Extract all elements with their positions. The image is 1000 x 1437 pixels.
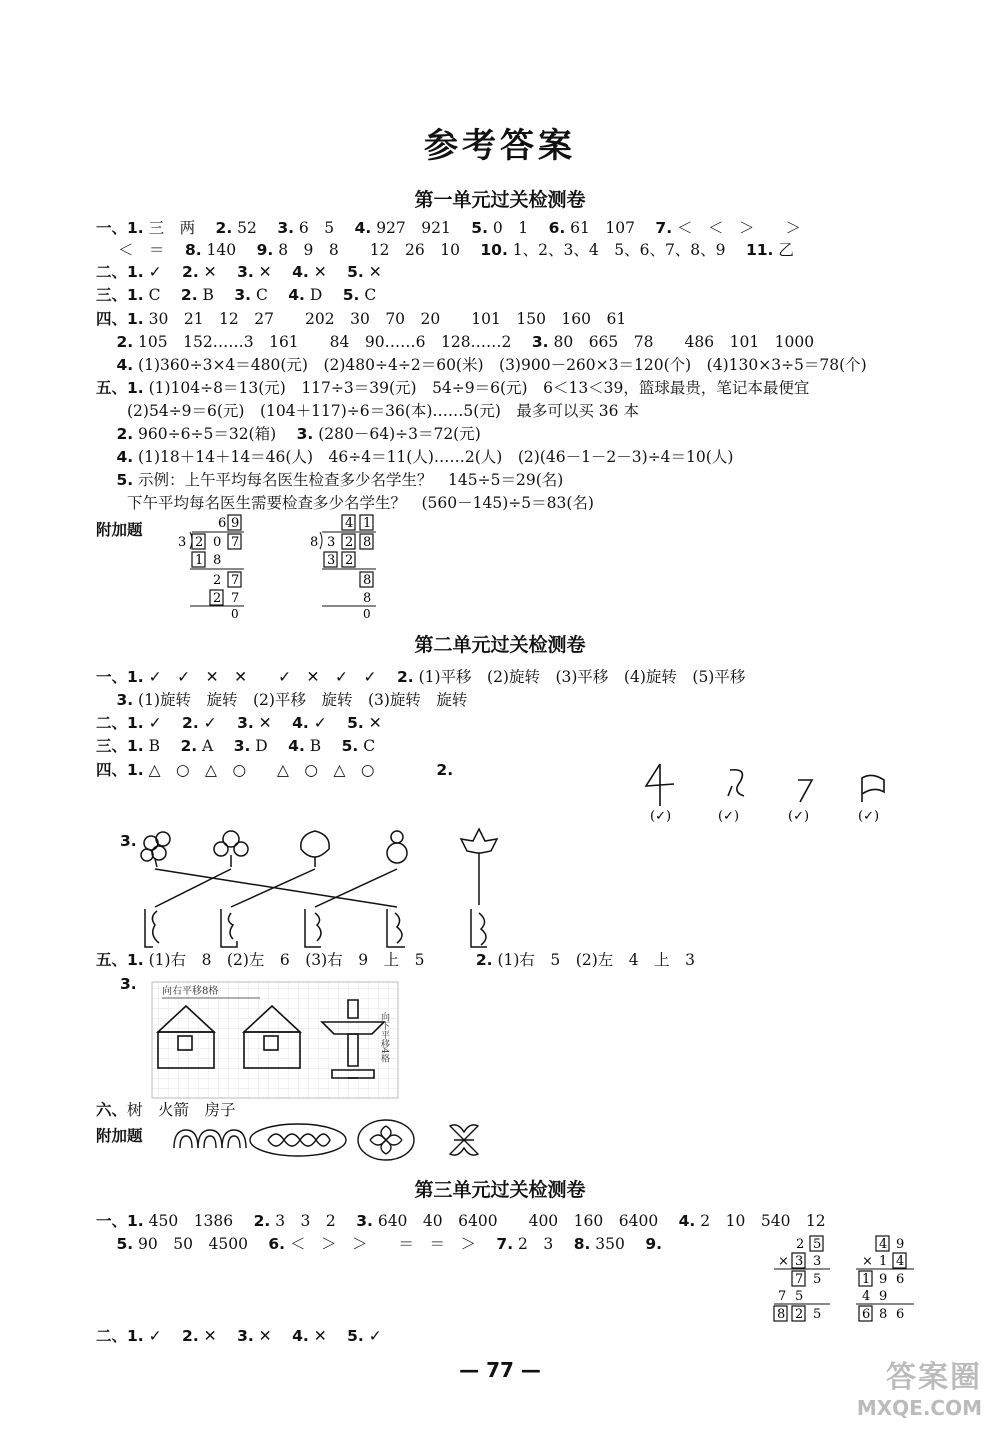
digit: 2 bbox=[795, 1307, 804, 1322]
answer-line: 六、树 火箭 房子 bbox=[96, 1101, 236, 1119]
half-shape bbox=[221, 909, 237, 947]
digit: 3 bbox=[813, 1254, 822, 1269]
digit: 9 bbox=[879, 1289, 888, 1304]
digit: 5 bbox=[813, 1237, 822, 1252]
digit: 1 bbox=[879, 1254, 888, 1269]
digit: 5 bbox=[813, 1272, 822, 1287]
answer-line: 5. 90 50 4500 6. ＜ ＞ ＞ ＝ ＝ ＞ 7. 2 3 8. 350 9. bbox=[116, 1235, 663, 1253]
matching-figures bbox=[135, 825, 515, 950]
digit: 1 bbox=[195, 553, 204, 568]
answer-line: 一、1. 450 1386 2. 3 3 2 3. 640 40 6400 400 160 6400 4. 2 10 540 12 bbox=[96, 1212, 826, 1230]
digit: 3 bbox=[795, 1254, 804, 1269]
check-mark: (✓) bbox=[718, 809, 740, 824]
bracket-pattern bbox=[174, 1130, 246, 1148]
digit: 2 bbox=[345, 553, 354, 568]
translation-grid bbox=[148, 978, 404, 1104]
answer-line: 五、1. (1)104÷8＝13(元) 117÷3＝39(元) 54÷9＝6(元) 6＜13＜39，篮球最贵，笔记本最便宜 bbox=[96, 379, 810, 397]
butterfly-pattern bbox=[450, 1125, 478, 1155]
hook-figure bbox=[728, 770, 744, 796]
answer-line: 3. (1)旋转 旋转 (2)平移 旋转 (3)旋转 旋转 bbox=[116, 691, 468, 709]
digit: 7 bbox=[795, 1272, 804, 1287]
question-number: 3. bbox=[120, 832, 137, 850]
answer-line: 2. 960÷6÷5＝32(箱) 3. (280－64)÷3＝72(元) bbox=[116, 425, 481, 443]
extra-question-label: 附加题 bbox=[96, 1127, 143, 1145]
answer-line: ＜ ＝ 8. 140 9. 8 9 8 12 26 10 10. 1、2、3、4 5、6、7、8、9 11. 乙 bbox=[118, 241, 794, 259]
digit: 8 bbox=[363, 573, 372, 588]
multiplication-1 bbox=[774, 1236, 830, 1322]
half-shape bbox=[145, 909, 159, 947]
page-number: — 77 — bbox=[459, 1358, 541, 1382]
answer-line: 二、1. ✓ 2. ✕ 3. ✕ 4. ✕ 5. ✕ bbox=[96, 263, 382, 281]
watermark bbox=[857, 1352, 982, 1420]
digit: 2 bbox=[213, 591, 222, 606]
vertical-multiplication bbox=[764, 1234, 934, 1324]
digit: 3 bbox=[178, 535, 187, 550]
check-mark: (✓) bbox=[650, 809, 672, 824]
seven-figure bbox=[798, 780, 812, 802]
digit: 1 bbox=[862, 1272, 871, 1287]
answer-line: 一、1. 三 两 2. 52 3. 6 5 4. 927 921 5. 0 1 6. 61 107 7. ＜ ＜ ＞ ＞ bbox=[96, 219, 802, 237]
answer-line: 二、1. ✓ 2. ✕ 3. ✕ 4. ✕ 5. ✓ bbox=[96, 1327, 382, 1345]
heart-pattern bbox=[358, 1120, 414, 1160]
digit: 3 bbox=[327, 535, 336, 550]
digit: 7 bbox=[231, 573, 240, 588]
digit: 5 bbox=[795, 1289, 804, 1304]
digit: 2 bbox=[345, 535, 354, 550]
long-division-2 bbox=[310, 515, 376, 620]
clover-shape bbox=[141, 832, 170, 867]
extra-question-label: 附加题 bbox=[96, 521, 143, 539]
digit: 6 bbox=[896, 1272, 905, 1287]
digit: 8 bbox=[777, 1307, 786, 1322]
flag-figure-1 bbox=[646, 764, 674, 806]
answer-line: 5. 示例：上午平均每名医生检查多少名学生？ 145÷5＝29(名) bbox=[116, 471, 564, 489]
half-shape bbox=[387, 909, 405, 947]
digit: 2 bbox=[213, 573, 222, 588]
answer-line: 一、1. ✓ ✓ ✕ ✕ ✓ ✕ ✓ ✓ 2. (1)平移 (2)旋转 (3)平移 (4)旋转 (5)平移 bbox=[96, 668, 746, 686]
watermark-text: 答案圈 bbox=[886, 1360, 982, 1395]
answer-line: 4. (1)360÷3×4＝480(元) (2)480÷4÷2＝60(米) (3)900－260×3＝120(个) (4)130×3÷5＝78(个) bbox=[116, 356, 867, 374]
digit: 6 bbox=[896, 1307, 905, 1322]
answer-line: (2)54÷9＝6(元) (104＋117)÷6＝36(本)……5(元) 最多可以买 36 本 bbox=[96, 402, 639, 420]
digit: 8 bbox=[213, 553, 222, 568]
page-title: 参考答案 bbox=[424, 126, 576, 166]
answer-line: 下午平均每名医生需要检查多少名学生？ (560－145)÷5＝83(名) bbox=[96, 494, 594, 512]
grid-caption-vertical: 向下平移4格 bbox=[379, 1012, 389, 1063]
answer-line: 三、1. C 2. B 3. C 4. D 5. C bbox=[96, 286, 377, 304]
half-shape bbox=[305, 909, 321, 947]
maple-shape bbox=[461, 829, 497, 905]
digit: 0 bbox=[213, 535, 222, 550]
pattern-figures bbox=[168, 1118, 488, 1164]
digit: 8 bbox=[363, 591, 372, 606]
half-shape bbox=[471, 909, 487, 947]
digit: 7 bbox=[778, 1289, 787, 1304]
digit: 9 bbox=[231, 516, 240, 531]
digit: × bbox=[862, 1254, 873, 1269]
digit: 8 bbox=[310, 535, 319, 550]
grid-caption: 向右平移8格 bbox=[162, 986, 219, 997]
cloud-tree-shape bbox=[214, 831, 248, 867]
answer-line: 五、1. (1)右 8 (2)左 6 (3)右 9 上 5 2. (1)右 5 (2)左 4 上 3 bbox=[96, 951, 695, 969]
digit: 9 bbox=[896, 1237, 905, 1252]
answer-line: 2. 105 152……3 161 84 90……6 128……2 3. 80 665 78 486 101 1000 bbox=[116, 333, 815, 351]
answer-line: 4. (1)18＋14＋14＝46(人) 46÷4＝11(人)……2(人) (2)(46－1－2－3)÷4＝10(人) bbox=[116, 448, 734, 466]
digit: 7 bbox=[231, 535, 240, 550]
digit: 6 bbox=[218, 516, 227, 531]
section-heading-unit-1: 第一单元过关检测卷 bbox=[414, 189, 586, 211]
question-number: 3. bbox=[120, 975, 137, 993]
digit: 8 bbox=[879, 1307, 888, 1322]
section-heading-unit-3: 第三单元过关检测卷 bbox=[414, 1179, 586, 1201]
gourd-shape bbox=[387, 831, 407, 863]
check-mark: (✓) bbox=[788, 809, 810, 824]
digit: 9 bbox=[879, 1272, 888, 1287]
digit: 6 bbox=[862, 1307, 871, 1322]
multiplication-2 bbox=[856, 1236, 914, 1322]
answer-line: 四、1. 30 21 12 27 202 30 70 20 101 150 160 61 bbox=[96, 310, 627, 328]
digit: 3 bbox=[327, 553, 336, 568]
digit: 4 bbox=[879, 1237, 888, 1252]
answer-line: 四、1. △ ○ △ ○ △ ○ △ ○ 2. bbox=[96, 761, 454, 779]
matching-line bbox=[231, 869, 315, 907]
rotation-figures bbox=[640, 756, 900, 826]
digit: 4 bbox=[896, 1254, 905, 1269]
long-division-1 bbox=[178, 515, 244, 620]
long-division-figures bbox=[170, 512, 430, 620]
section-heading-unit-2: 第二单元过关检测卷 bbox=[414, 634, 586, 656]
digit: 1 bbox=[363, 516, 372, 531]
digit: 4 bbox=[862, 1289, 871, 1304]
digit: 0 bbox=[363, 607, 371, 620]
digit: 0 bbox=[231, 607, 239, 620]
flag-figure-2 bbox=[862, 775, 884, 802]
digit: 5 bbox=[813, 1307, 822, 1322]
digit: × bbox=[778, 1254, 789, 1269]
digit: 7 bbox=[231, 591, 240, 606]
watermark-url: MXQE.COM bbox=[856, 1396, 982, 1420]
oval-pattern bbox=[250, 1124, 346, 1156]
digit: 2 bbox=[796, 1237, 805, 1252]
digit: 8 bbox=[363, 535, 372, 550]
check-mark: (✓) bbox=[858, 809, 880, 824]
digit: 2 bbox=[195, 535, 204, 550]
matching-line bbox=[155, 869, 397, 907]
leaf-tree-shape bbox=[301, 831, 329, 867]
answer-line: 二、1. ✓ 2. ✓ 3. ✕ 4. ✓ 5. ✕ bbox=[96, 714, 382, 732]
answer-line: 三、1. B 2. A 3. D 4. B 5. C bbox=[96, 737, 376, 755]
digit: 4 bbox=[345, 516, 354, 531]
